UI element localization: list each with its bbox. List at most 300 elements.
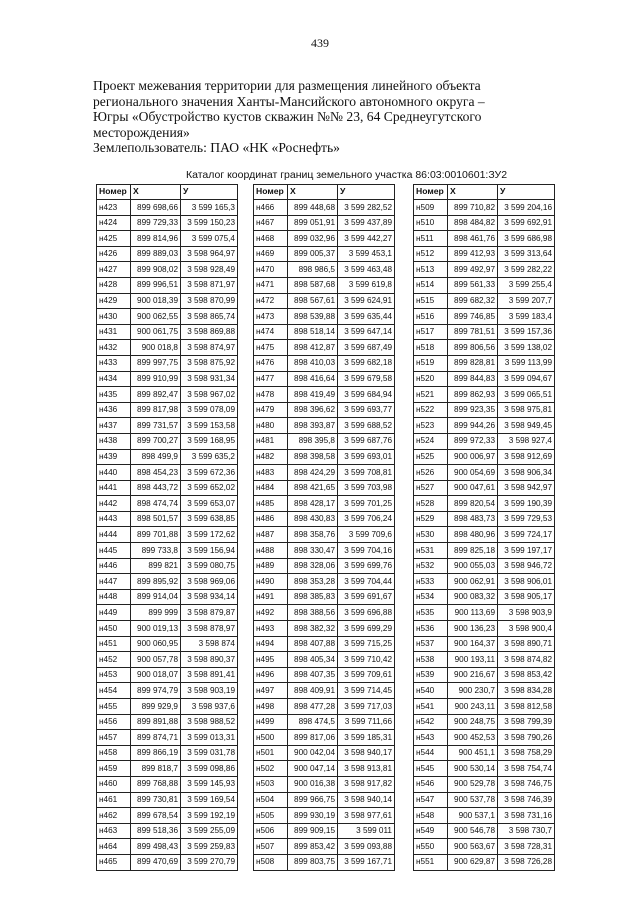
point-number-cell: н536 [414, 621, 448, 637]
point-number-cell: н514 [414, 277, 448, 293]
table-header-row [254, 185, 395, 200]
point-number-cell: н549 [414, 823, 448, 839]
x-coordinate-cell: 900 060,95 [131, 636, 181, 652]
x-coordinate-cell: 899 866,19 [131, 745, 181, 761]
table-row [97, 699, 238, 715]
point-number-cell: н467 [254, 215, 288, 231]
y-coordinate-cell: 3 598 853,42 [498, 667, 555, 683]
table-row [254, 340, 395, 356]
table-row [254, 699, 395, 715]
x-coordinate-cell: 898 443,72 [131, 480, 181, 496]
point-number-cell: н466 [254, 200, 288, 216]
point-number-cell: н442 [97, 496, 131, 512]
point-number-cell: н491 [254, 589, 288, 605]
y-coordinate-cell: 3 599 013,31 [181, 730, 238, 746]
point-number-cell: н500 [254, 730, 288, 746]
table-row [97, 371, 238, 387]
table-row [254, 324, 395, 340]
point-number-cell: н463 [97, 823, 131, 839]
point-number-cell: н488 [254, 543, 288, 559]
y-coordinate-cell: 3 598 975,81 [498, 402, 555, 418]
y-coordinate-cell: 3 598 931,34 [181, 371, 238, 387]
point-number-cell: н519 [414, 355, 448, 371]
x-coordinate-cell: 899 929,9 [131, 699, 181, 715]
x-coordinate-cell: 899 733,8 [131, 543, 181, 559]
y-coordinate-cell: 3 599 078,09 [181, 402, 238, 418]
point-number-cell: н532 [414, 558, 448, 574]
table-row [414, 371, 555, 387]
point-number-cell: н473 [254, 309, 288, 325]
x-coordinate-cell: 898 393,87 [288, 418, 338, 434]
column-header-number: Номер [254, 185, 288, 200]
table-row [254, 231, 395, 247]
table-row [97, 714, 238, 730]
y-coordinate-cell: 3 599 699,29 [338, 621, 395, 637]
table-row [254, 621, 395, 637]
x-coordinate-cell: 900 016,38 [288, 776, 338, 792]
x-coordinate-cell: 899 803,75 [288, 854, 338, 870]
table-row [254, 714, 395, 730]
point-number-cell: н441 [97, 480, 131, 496]
x-coordinate-cell: 900 006,97 [448, 449, 498, 465]
point-number-cell: н478 [254, 387, 288, 403]
y-coordinate-cell: 3 598 878,97 [181, 621, 238, 637]
y-coordinate-cell: 3 599 619,8 [338, 277, 395, 293]
y-coordinate-cell: 3 599 709,61 [338, 667, 395, 683]
y-coordinate-cell: 3 598 988,52 [181, 714, 238, 730]
point-number-cell: н487 [254, 527, 288, 543]
y-coordinate-cell: 3 598 754,74 [498, 761, 555, 777]
table-row [97, 621, 238, 637]
table-header-row [97, 185, 238, 200]
x-coordinate-cell: 899 825,18 [448, 543, 498, 559]
x-coordinate-cell: 898 499,9 [131, 449, 181, 465]
y-coordinate-cell: 3 599 687,76 [338, 433, 395, 449]
point-number-cell: н509 [414, 200, 448, 216]
point-number-cell: н497 [254, 683, 288, 699]
point-number-cell: н548 [414, 808, 448, 824]
table-row [414, 402, 555, 418]
point-number-cell: н538 [414, 652, 448, 668]
x-coordinate-cell: 899 561,33 [448, 277, 498, 293]
table-row [97, 465, 238, 481]
table-row [97, 200, 238, 216]
y-coordinate-cell: 3 599 190,39 [498, 496, 555, 512]
table-row [97, 543, 238, 559]
y-coordinate-cell: 3 598 890,37 [181, 652, 238, 668]
y-coordinate-cell: 3 599 701,25 [338, 496, 395, 512]
table-row [254, 496, 395, 512]
x-coordinate-cell: 900 452,53 [448, 730, 498, 746]
table-row [254, 309, 395, 325]
x-coordinate-cell: 899 996,51 [131, 277, 181, 293]
coordinates-table-1 [96, 184, 238, 871]
column-header-y: У [338, 185, 395, 200]
point-number-cell: н493 [254, 621, 288, 637]
table-row [254, 636, 395, 652]
point-number-cell: н505 [254, 808, 288, 824]
table-row [97, 231, 238, 247]
y-coordinate-cell: 3 598 870,99 [181, 293, 238, 309]
table-row [254, 465, 395, 481]
point-number-cell: н546 [414, 776, 448, 792]
x-coordinate-cell: 900 055,03 [448, 558, 498, 574]
y-coordinate-cell: 3 599 255,09 [181, 823, 238, 839]
x-coordinate-cell: 898 461,76 [448, 231, 498, 247]
x-coordinate-cell: 899 731,57 [131, 418, 181, 434]
y-coordinate-cell: 3 599 638,85 [181, 511, 238, 527]
x-coordinate-cell: 899 814,96 [131, 231, 181, 247]
x-coordinate-cell: 899 853,42 [288, 839, 338, 855]
y-coordinate-cell: 3 599 717,03 [338, 699, 395, 715]
point-number-cell: н540 [414, 683, 448, 699]
y-coordinate-cell: 3 599 653,07 [181, 496, 238, 512]
table-row [254, 371, 395, 387]
table-row [254, 543, 395, 559]
table-row [97, 324, 238, 340]
point-number-cell: н508 [254, 854, 288, 870]
y-coordinate-cell: 3 598 912,69 [498, 449, 555, 465]
table-row [97, 667, 238, 683]
y-coordinate-cell: 3 599 624,91 [338, 293, 395, 309]
x-coordinate-cell: 900 018,39 [131, 293, 181, 309]
table-row [414, 839, 555, 855]
x-coordinate-cell: 899 817,06 [288, 730, 338, 746]
point-number-cell: н460 [97, 776, 131, 792]
point-number-cell: н510 [414, 215, 448, 231]
x-coordinate-cell: 899 005,37 [288, 246, 338, 262]
x-coordinate-cell: 898 480,96 [448, 527, 498, 543]
y-coordinate-cell: 3 599 693,77 [338, 402, 395, 418]
table-row [414, 621, 555, 637]
x-coordinate-cell: 898 412,87 [288, 340, 338, 356]
point-number-cell: н512 [414, 246, 448, 262]
point-number-cell: н544 [414, 745, 448, 761]
point-number-cell: н431 [97, 324, 131, 340]
column-header-number: Номер [97, 185, 131, 200]
x-coordinate-cell: 900 018,8 [131, 340, 181, 356]
y-coordinate-cell: 3 599 647,14 [338, 324, 395, 340]
y-coordinate-cell: 3 599 442,27 [338, 231, 395, 247]
x-coordinate-cell: 899 746,85 [448, 309, 498, 325]
table-row [414, 418, 555, 434]
table-row [414, 636, 555, 652]
table-header-row [414, 185, 555, 200]
x-coordinate-cell: 899 710,82 [448, 200, 498, 216]
table-row [97, 355, 238, 371]
x-coordinate-cell: 898 395,8 [288, 433, 338, 449]
x-coordinate-cell: 900 042,04 [288, 745, 338, 761]
x-coordinate-cell: 898 421,65 [288, 480, 338, 496]
point-number-cell: н495 [254, 652, 288, 668]
y-coordinate-cell: 3 599 635,44 [338, 309, 395, 325]
y-coordinate-cell: 3 599 686,98 [498, 231, 555, 247]
x-coordinate-cell: 899 698,66 [131, 200, 181, 216]
x-coordinate-cell: 900 248,75 [448, 714, 498, 730]
y-coordinate-cell: 3 599 463,48 [338, 262, 395, 278]
table-row [97, 636, 238, 652]
y-coordinate-cell: 3 599 270,79 [181, 854, 238, 870]
x-coordinate-cell: 899 828,81 [448, 355, 498, 371]
x-coordinate-cell: 898 382,32 [288, 621, 338, 637]
y-coordinate-cell: 3 598 969,06 [181, 574, 238, 590]
y-coordinate-cell: 3 598 905,17 [498, 589, 555, 605]
table-row [97, 262, 238, 278]
table-row [97, 277, 238, 293]
x-coordinate-cell: 898 986,5 [288, 262, 338, 278]
x-coordinate-cell: 898 409,91 [288, 683, 338, 699]
x-coordinate-cell: 898 398,58 [288, 449, 338, 465]
point-number-cell: н489 [254, 558, 288, 574]
y-coordinate-cell: 3 599 259,83 [181, 839, 238, 855]
point-number-cell: н482 [254, 449, 288, 465]
point-number-cell: н462 [97, 808, 131, 824]
point-number-cell: н434 [97, 371, 131, 387]
y-coordinate-cell: 3 598 903,9 [498, 605, 555, 621]
x-coordinate-cell: 898 396,62 [288, 402, 338, 418]
x-coordinate-cell: 899 768,88 [131, 776, 181, 792]
y-coordinate-cell: 3 599 011 [338, 823, 395, 839]
point-number-cell: н472 [254, 293, 288, 309]
x-coordinate-cell: 898 419,49 [288, 387, 338, 403]
y-coordinate-cell: 3 598 726,28 [498, 854, 555, 870]
x-coordinate-cell: 899 682,32 [448, 293, 498, 309]
table-row [414, 589, 555, 605]
table-row [97, 652, 238, 668]
point-number-cell: н530 [414, 527, 448, 543]
table-row [97, 433, 238, 449]
point-number-cell: н465 [97, 854, 131, 870]
point-number-cell: н458 [97, 745, 131, 761]
point-number-cell: н461 [97, 792, 131, 808]
point-number-cell: н456 [97, 714, 131, 730]
y-coordinate-cell: 3 599 156,94 [181, 543, 238, 559]
y-coordinate-cell: 3 599 710,42 [338, 652, 395, 668]
table-row [414, 761, 555, 777]
table-row [97, 730, 238, 746]
point-number-cell: н533 [414, 574, 448, 590]
point-number-cell: н528 [414, 496, 448, 512]
x-coordinate-cell: 900 537,1 [448, 808, 498, 824]
y-coordinate-cell: 3 599 169,54 [181, 792, 238, 808]
table-row [97, 589, 238, 605]
y-coordinate-cell: 3 598 928,49 [181, 262, 238, 278]
table-row [254, 480, 395, 496]
y-coordinate-cell: 3 599 729,53 [498, 511, 555, 527]
table-row [97, 823, 238, 839]
y-coordinate-cell: 3 598 834,28 [498, 683, 555, 699]
point-number-cell: н476 [254, 355, 288, 371]
x-coordinate-cell: 899 999 [131, 605, 181, 621]
y-coordinate-cell: 3 599 693,01 [338, 449, 395, 465]
x-coordinate-cell: 899 910,99 [131, 371, 181, 387]
x-coordinate-cell: 898 567,61 [288, 293, 338, 309]
table-row [254, 667, 395, 683]
y-coordinate-cell: 3 599 672,36 [181, 465, 238, 481]
table-row [414, 246, 555, 262]
table-row [254, 433, 395, 449]
point-number-cell: н483 [254, 465, 288, 481]
x-coordinate-cell: 900 113,69 [448, 605, 498, 621]
table-row [254, 418, 395, 434]
table-row [254, 558, 395, 574]
table-row [414, 745, 555, 761]
column-header-y: У [181, 185, 238, 200]
y-coordinate-cell: 3 599 696,88 [338, 605, 395, 621]
point-number-cell: н450 [97, 621, 131, 637]
table-row [254, 839, 395, 855]
table-row [254, 589, 395, 605]
x-coordinate-cell: 899 914,04 [131, 589, 181, 605]
table-row [414, 667, 555, 683]
x-coordinate-cell: 899 470,69 [131, 854, 181, 870]
point-number-cell: н498 [254, 699, 288, 715]
point-number-cell: н507 [254, 839, 288, 855]
table-row [254, 745, 395, 761]
table-row [254, 683, 395, 699]
y-coordinate-cell: 3 599 682,18 [338, 355, 395, 371]
point-number-cell: н492 [254, 605, 288, 621]
y-coordinate-cell: 3 599 165,3 [181, 200, 238, 216]
y-coordinate-cell: 3 598 869,88 [181, 324, 238, 340]
point-number-cell: н455 [97, 699, 131, 715]
y-coordinate-cell: 3 598 940,17 [338, 745, 395, 761]
point-number-cell: н543 [414, 730, 448, 746]
table-row [414, 511, 555, 527]
table-row [254, 761, 395, 777]
catalog-title: Каталог координат границ земельного участка 86:03:0010601:ЗУ2 [186, 169, 508, 181]
table-row [414, 714, 555, 730]
y-coordinate-cell: 3 599 724,17 [498, 527, 555, 543]
x-coordinate-cell: 899 972,33 [448, 433, 498, 449]
point-number-cell: н499 [254, 714, 288, 730]
y-coordinate-cell: 3 598 906,01 [498, 574, 555, 590]
table-row [97, 496, 238, 512]
point-number-cell: н435 [97, 387, 131, 403]
table-row [97, 246, 238, 262]
point-number-cell: н430 [97, 309, 131, 325]
table-row [414, 465, 555, 481]
y-coordinate-cell: 3 599 711,66 [338, 714, 395, 730]
y-coordinate-cell: 3 599 098,86 [181, 761, 238, 777]
x-coordinate-cell: 899 700,27 [131, 433, 181, 449]
y-coordinate-cell: 3 598 799,39 [498, 714, 555, 730]
x-coordinate-cell: 898 518,14 [288, 324, 338, 340]
point-number-cell: н502 [254, 761, 288, 777]
y-coordinate-cell: 3 598 730,7 [498, 823, 555, 839]
x-coordinate-cell: 898 358,76 [288, 527, 338, 543]
table-row [414, 200, 555, 216]
x-coordinate-cell: 900 243,11 [448, 699, 498, 715]
y-coordinate-cell: 3 599 192,19 [181, 808, 238, 824]
x-coordinate-cell: 900 061,75 [131, 324, 181, 340]
table-row [254, 293, 395, 309]
point-number-cell: н477 [254, 371, 288, 387]
table-row [414, 324, 555, 340]
point-number-cell: н504 [254, 792, 288, 808]
y-coordinate-cell: 3 598 731,16 [498, 808, 555, 824]
table-row [414, 215, 555, 231]
x-coordinate-cell: 900 018,07 [131, 667, 181, 683]
point-number-cell: н527 [414, 480, 448, 496]
table-row [414, 683, 555, 699]
column-header-x: X [131, 185, 181, 200]
table-row [414, 776, 555, 792]
y-coordinate-cell: 3 599 313,64 [498, 246, 555, 262]
table-row [414, 496, 555, 512]
y-coordinate-cell: 3 599 691,67 [338, 589, 395, 605]
table-row [254, 776, 395, 792]
point-number-cell: н433 [97, 355, 131, 371]
point-number-cell: н449 [97, 605, 131, 621]
table-row [254, 605, 395, 621]
table-row [97, 293, 238, 309]
table-row [254, 200, 395, 216]
point-number-cell: н464 [97, 839, 131, 855]
column-header-x: X [288, 185, 338, 200]
y-coordinate-cell: 3 598 977,61 [338, 808, 395, 824]
point-number-cell: н542 [414, 714, 448, 730]
y-coordinate-cell: 3 598 927,4 [498, 433, 555, 449]
point-number-cell: н535 [414, 605, 448, 621]
point-number-cell: н522 [414, 402, 448, 418]
point-number-cell: н539 [414, 667, 448, 683]
x-coordinate-cell: 899 412,93 [448, 246, 498, 262]
y-coordinate-cell: 3 599 437,89 [338, 215, 395, 231]
x-coordinate-cell: 899 895,92 [131, 574, 181, 590]
table-row [254, 730, 395, 746]
y-coordinate-cell: 3 598 890,71 [498, 636, 555, 652]
y-coordinate-cell: 3 599 094,67 [498, 371, 555, 387]
x-coordinate-cell: 899 781,51 [448, 324, 498, 340]
y-coordinate-cell: 3 599 453,1 [338, 246, 395, 262]
y-coordinate-cell: 3 599 065,51 [498, 387, 555, 403]
y-coordinate-cell: 3 598 891,41 [181, 667, 238, 683]
x-coordinate-cell: 899 518,36 [131, 823, 181, 839]
point-number-cell: н517 [414, 324, 448, 340]
y-coordinate-cell: 3 599 699,76 [338, 558, 395, 574]
y-coordinate-cell: 3 599 138,02 [498, 340, 555, 356]
table-row [254, 449, 395, 465]
x-coordinate-cell: 898 428,17 [288, 496, 338, 512]
x-coordinate-cell: 900 062,91 [448, 574, 498, 590]
x-coordinate-cell: 899 974,79 [131, 683, 181, 699]
point-number-cell: н459 [97, 761, 131, 777]
page-number: 439 [311, 36, 329, 50]
point-number-cell: н513 [414, 262, 448, 278]
y-coordinate-cell: 3 599 282,22 [498, 262, 555, 278]
table-row [254, 246, 395, 262]
x-coordinate-cell: 898 587,68 [288, 277, 338, 293]
table-row [97, 605, 238, 621]
y-coordinate-cell: 3 599 635,2 [181, 449, 238, 465]
point-number-cell: н453 [97, 667, 131, 683]
table-row [254, 511, 395, 527]
point-number-cell: н521 [414, 387, 448, 403]
table-row [97, 776, 238, 792]
table-row [414, 262, 555, 278]
y-coordinate-cell: 3 598 940,14 [338, 792, 395, 808]
point-number-cell: н446 [97, 558, 131, 574]
x-coordinate-cell: 899 701,88 [131, 527, 181, 543]
table-row [254, 792, 395, 808]
x-coordinate-cell: 899 448,68 [288, 200, 338, 216]
table-row [414, 699, 555, 715]
x-coordinate-cell: 898 474,5 [288, 714, 338, 730]
y-coordinate-cell: 3 598 879,87 [181, 605, 238, 621]
table-row [254, 527, 395, 543]
point-number-cell: н501 [254, 745, 288, 761]
